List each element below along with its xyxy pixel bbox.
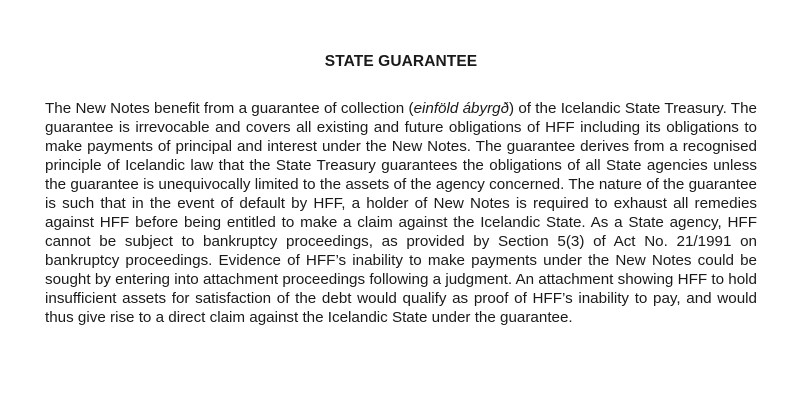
guarantee-paragraph: [45, 99, 757, 327]
paragraph-text-start: The New Notes benefit from a guarantee of collection (: [45, 100, 414, 117]
icelandic-term: einföld ábyrgð: [413, 100, 510, 117]
section-heading: STATE GUARANTEE: [324, 53, 478, 70]
paragraph-text-rest: ) of the Icelandic State Treasury. The guarantee is irrevocable and covers all existing and future obligations of HFF including its obligations to make payments of principal and interest under the New Notes. The guarantee derives from a recognised principle of Icelandic law that the State Treasury guarantees the obligations of all State agencies unless the guarantee is unequivocally limited to the assets of the agency concerned. The nature of the guarantee is such that in the event of default by HFF, a holder of New Notes is required to exhaust all remedies against HFF before being entitled to make a claim against the Icelandic State. As a State agency, HFF cannot be subject to bankruptcy proceedings, as provided by Section 5(3) of Act No. 21/1991 on bankruptcy proceedings. Evidence of HFF’s inability to make payments under the New Notes could be sought by entering into attachment proceedings following a judgment. An attachment showing HFF to hold insufficient assets for satisfaction of the debt would qualify as proof of HFF’s inability to pay, and would thus give rise to a direct claim against the Icelandic State under the guarantee.: [45, 100, 757, 326]
document-page: [45, 0, 757, 327]
